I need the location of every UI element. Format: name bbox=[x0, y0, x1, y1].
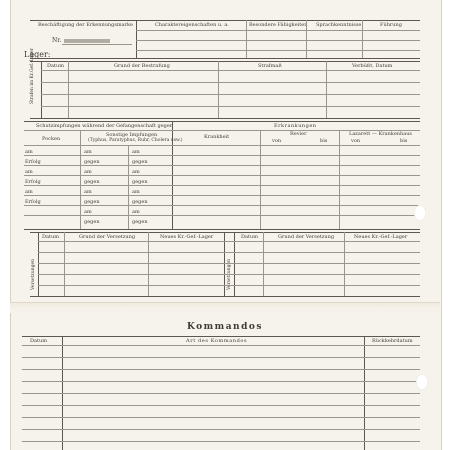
vers-right-col-grund: Grund der Versetzung bbox=[278, 234, 335, 240]
impf-cell: Erfolg bbox=[25, 159, 41, 165]
impf-row-rule bbox=[24, 155, 172, 156]
vers-right-col-neues: Neues Kr.-Gef.-Lager bbox=[354, 234, 408, 240]
erkr-lazarett-von: von bbox=[351, 138, 361, 144]
impf-cell: am bbox=[84, 149, 92, 155]
impf-divider-2 bbox=[128, 145, 129, 229]
kommandos-row-rule bbox=[22, 429, 420, 430]
vers-right-side-label: Versetzungen bbox=[227, 258, 232, 290]
erkr-revier-von: von bbox=[272, 138, 282, 144]
strafen-bottom-rule bbox=[30, 118, 420, 119]
vers-row-rule bbox=[38, 252, 420, 253]
strafen-col-verbuesst: Verbüßt, Datum bbox=[352, 63, 393, 69]
impf-cell: am bbox=[132, 169, 140, 175]
nr-underline bbox=[62, 44, 132, 45]
header-divider-3 bbox=[306, 20, 307, 58]
strafen-row-rule bbox=[41, 94, 420, 95]
vers-top-rule bbox=[30, 232, 420, 233]
kommandos-col-rueckkehr: Rückkehrdatum bbox=[372, 338, 413, 344]
vers-row-rule bbox=[38, 263, 420, 264]
punch-hole bbox=[416, 374, 428, 390]
impf-cell: Erfolg bbox=[25, 199, 41, 205]
erkr-row-rule bbox=[172, 205, 420, 206]
erkr-lazarett-bis: bis bbox=[400, 138, 408, 144]
impf-cell: gegen bbox=[132, 159, 148, 165]
impf-cell: am bbox=[84, 209, 92, 215]
impf-cell: am bbox=[25, 169, 33, 175]
header-row-rule-1 bbox=[136, 30, 420, 31]
impf-cell: gegen bbox=[132, 219, 148, 225]
impf-cell: gegen bbox=[132, 199, 148, 205]
impf-erkr-bottom-rule bbox=[24, 229, 420, 230]
erkr-revier-bis: bis bbox=[320, 138, 328, 144]
kommandos-head-rule bbox=[22, 345, 420, 346]
erkr-row-rule bbox=[172, 175, 420, 176]
erkr-row-rule bbox=[172, 215, 420, 216]
vers-left-col-neues: Neues Kr.-Gef.-Lager bbox=[160, 234, 214, 240]
header-divider-4 bbox=[362, 20, 363, 58]
header-row-rule-3 bbox=[136, 50, 420, 51]
impf-row-rule bbox=[24, 215, 172, 216]
kommandos-title: Kommandos bbox=[187, 322, 263, 332]
impf-row-rule bbox=[24, 175, 172, 176]
header-col-sprachen: Sprachkenntnisse bbox=[316, 22, 362, 28]
nr-label: Nr. bbox=[52, 37, 62, 44]
vers-head-rule bbox=[38, 241, 420, 242]
vers-row-rule bbox=[38, 274, 420, 275]
erkr-title: Erkrankungen bbox=[274, 123, 317, 129]
vers-left-col-grund: Grund der Versetzung bbox=[79, 234, 136, 240]
impf-col-pocken: Pocken bbox=[42, 136, 61, 142]
kommandos-col-datum: Datum bbox=[30, 338, 47, 344]
impf-col-sonstige: Sonstige Impfungen bbox=[106, 132, 158, 138]
impf-row-rule bbox=[24, 205, 172, 206]
impf-cell: gegen bbox=[84, 219, 100, 225]
header-row-rule-2 bbox=[136, 40, 420, 41]
strafen-head-rule bbox=[41, 70, 420, 71]
impf-title: Schutzimpfungen während der Gefangenschaft gegen bbox=[36, 123, 174, 129]
impf-cell: am bbox=[84, 189, 92, 195]
impf-cell: am bbox=[132, 209, 140, 215]
impf-row-rule bbox=[24, 165, 172, 166]
strafen-col-grund: Grund der Bestrafung bbox=[114, 63, 170, 69]
strafen-row-rule bbox=[41, 106, 420, 107]
impf-row-rule bbox=[24, 185, 172, 186]
impf-cell: am bbox=[25, 149, 33, 155]
kommandos-row-rule bbox=[22, 441, 420, 442]
impf-row-rule bbox=[24, 195, 172, 196]
impf-cell: gegen bbox=[84, 179, 100, 185]
impf-cell: Erfolg bbox=[25, 179, 41, 185]
header-col-marke: Beschäftigung der Erkennungsmarke bbox=[38, 22, 134, 28]
vers-row-rule bbox=[38, 285, 420, 286]
strafen-side-label: Strafen im Kr.Gef.-Lager bbox=[30, 47, 35, 104]
header-divider-1 bbox=[136, 20, 137, 58]
impf-cell: am bbox=[132, 149, 140, 155]
kommandos-row-rule bbox=[22, 357, 420, 358]
erkr-row-rule bbox=[172, 155, 420, 156]
impf-cell: am bbox=[132, 189, 140, 195]
header-col-faehigkeiten: Besondere Fähigkeiten bbox=[249, 22, 308, 28]
strafen-row-rule bbox=[41, 82, 420, 83]
header-col-fuehrung: Führung bbox=[380, 22, 402, 28]
erkr-col-krankheit: Krankheit bbox=[204, 134, 230, 140]
kommandos-col-art: Art des Kommandos bbox=[186, 338, 248, 344]
impf-cell: gegen bbox=[84, 159, 100, 165]
erkr-row-rule bbox=[172, 185, 420, 186]
erkr-row-rule bbox=[172, 195, 420, 196]
erkr-col-lazarett: Lazarett — Krankenhaus bbox=[349, 131, 412, 137]
strafen-col-strafmass: Strafmaß bbox=[258, 63, 282, 69]
kommandos-row-rule bbox=[22, 369, 420, 370]
impf-col-sonstige-sub: (Typhus, Paratyphus, Ruhr, Cholera usw.) bbox=[88, 138, 183, 143]
impf-cell: am bbox=[84, 169, 92, 175]
erkr-row-rule bbox=[172, 165, 420, 166]
punch-hole bbox=[414, 205, 426, 221]
impf-cell: gegen bbox=[84, 199, 100, 205]
card-fold bbox=[10, 302, 440, 313]
erkr-col-revier: Revier bbox=[290, 131, 307, 137]
header-col-charakter: Charaktereigenschaften u. a. bbox=[155, 22, 229, 28]
lager-label: Lager: bbox=[24, 50, 51, 59]
kommandos-top-rule bbox=[22, 336, 420, 337]
kommandos-row-rule bbox=[22, 393, 420, 394]
strafen-col-datum: Datum bbox=[47, 63, 64, 69]
impf-title-rule bbox=[24, 130, 172, 131]
impf-top-rule bbox=[24, 121, 420, 122]
redacted-number-stamp bbox=[64, 39, 110, 43]
vers-left-col-datum: Datum bbox=[42, 234, 59, 240]
strafen-top-rule bbox=[30, 61, 420, 62]
kommandos-row-rule bbox=[22, 417, 420, 418]
vers-right-col-datum: Datum bbox=[241, 234, 258, 240]
vers-left-side-label: Versetzungen bbox=[31, 258, 36, 290]
erkr-head-rule bbox=[172, 145, 420, 146]
header-bottom-rule bbox=[30, 58, 420, 59]
kommandos-row-rule bbox=[22, 381, 420, 382]
header-divider-2 bbox=[246, 20, 247, 58]
impf-head-rule bbox=[24, 145, 172, 146]
vers-bottom-rule bbox=[30, 296, 420, 297]
kommandos-row-rule bbox=[22, 405, 420, 406]
impf-cell: am bbox=[25, 189, 33, 195]
impf-cell: gegen bbox=[132, 179, 148, 185]
